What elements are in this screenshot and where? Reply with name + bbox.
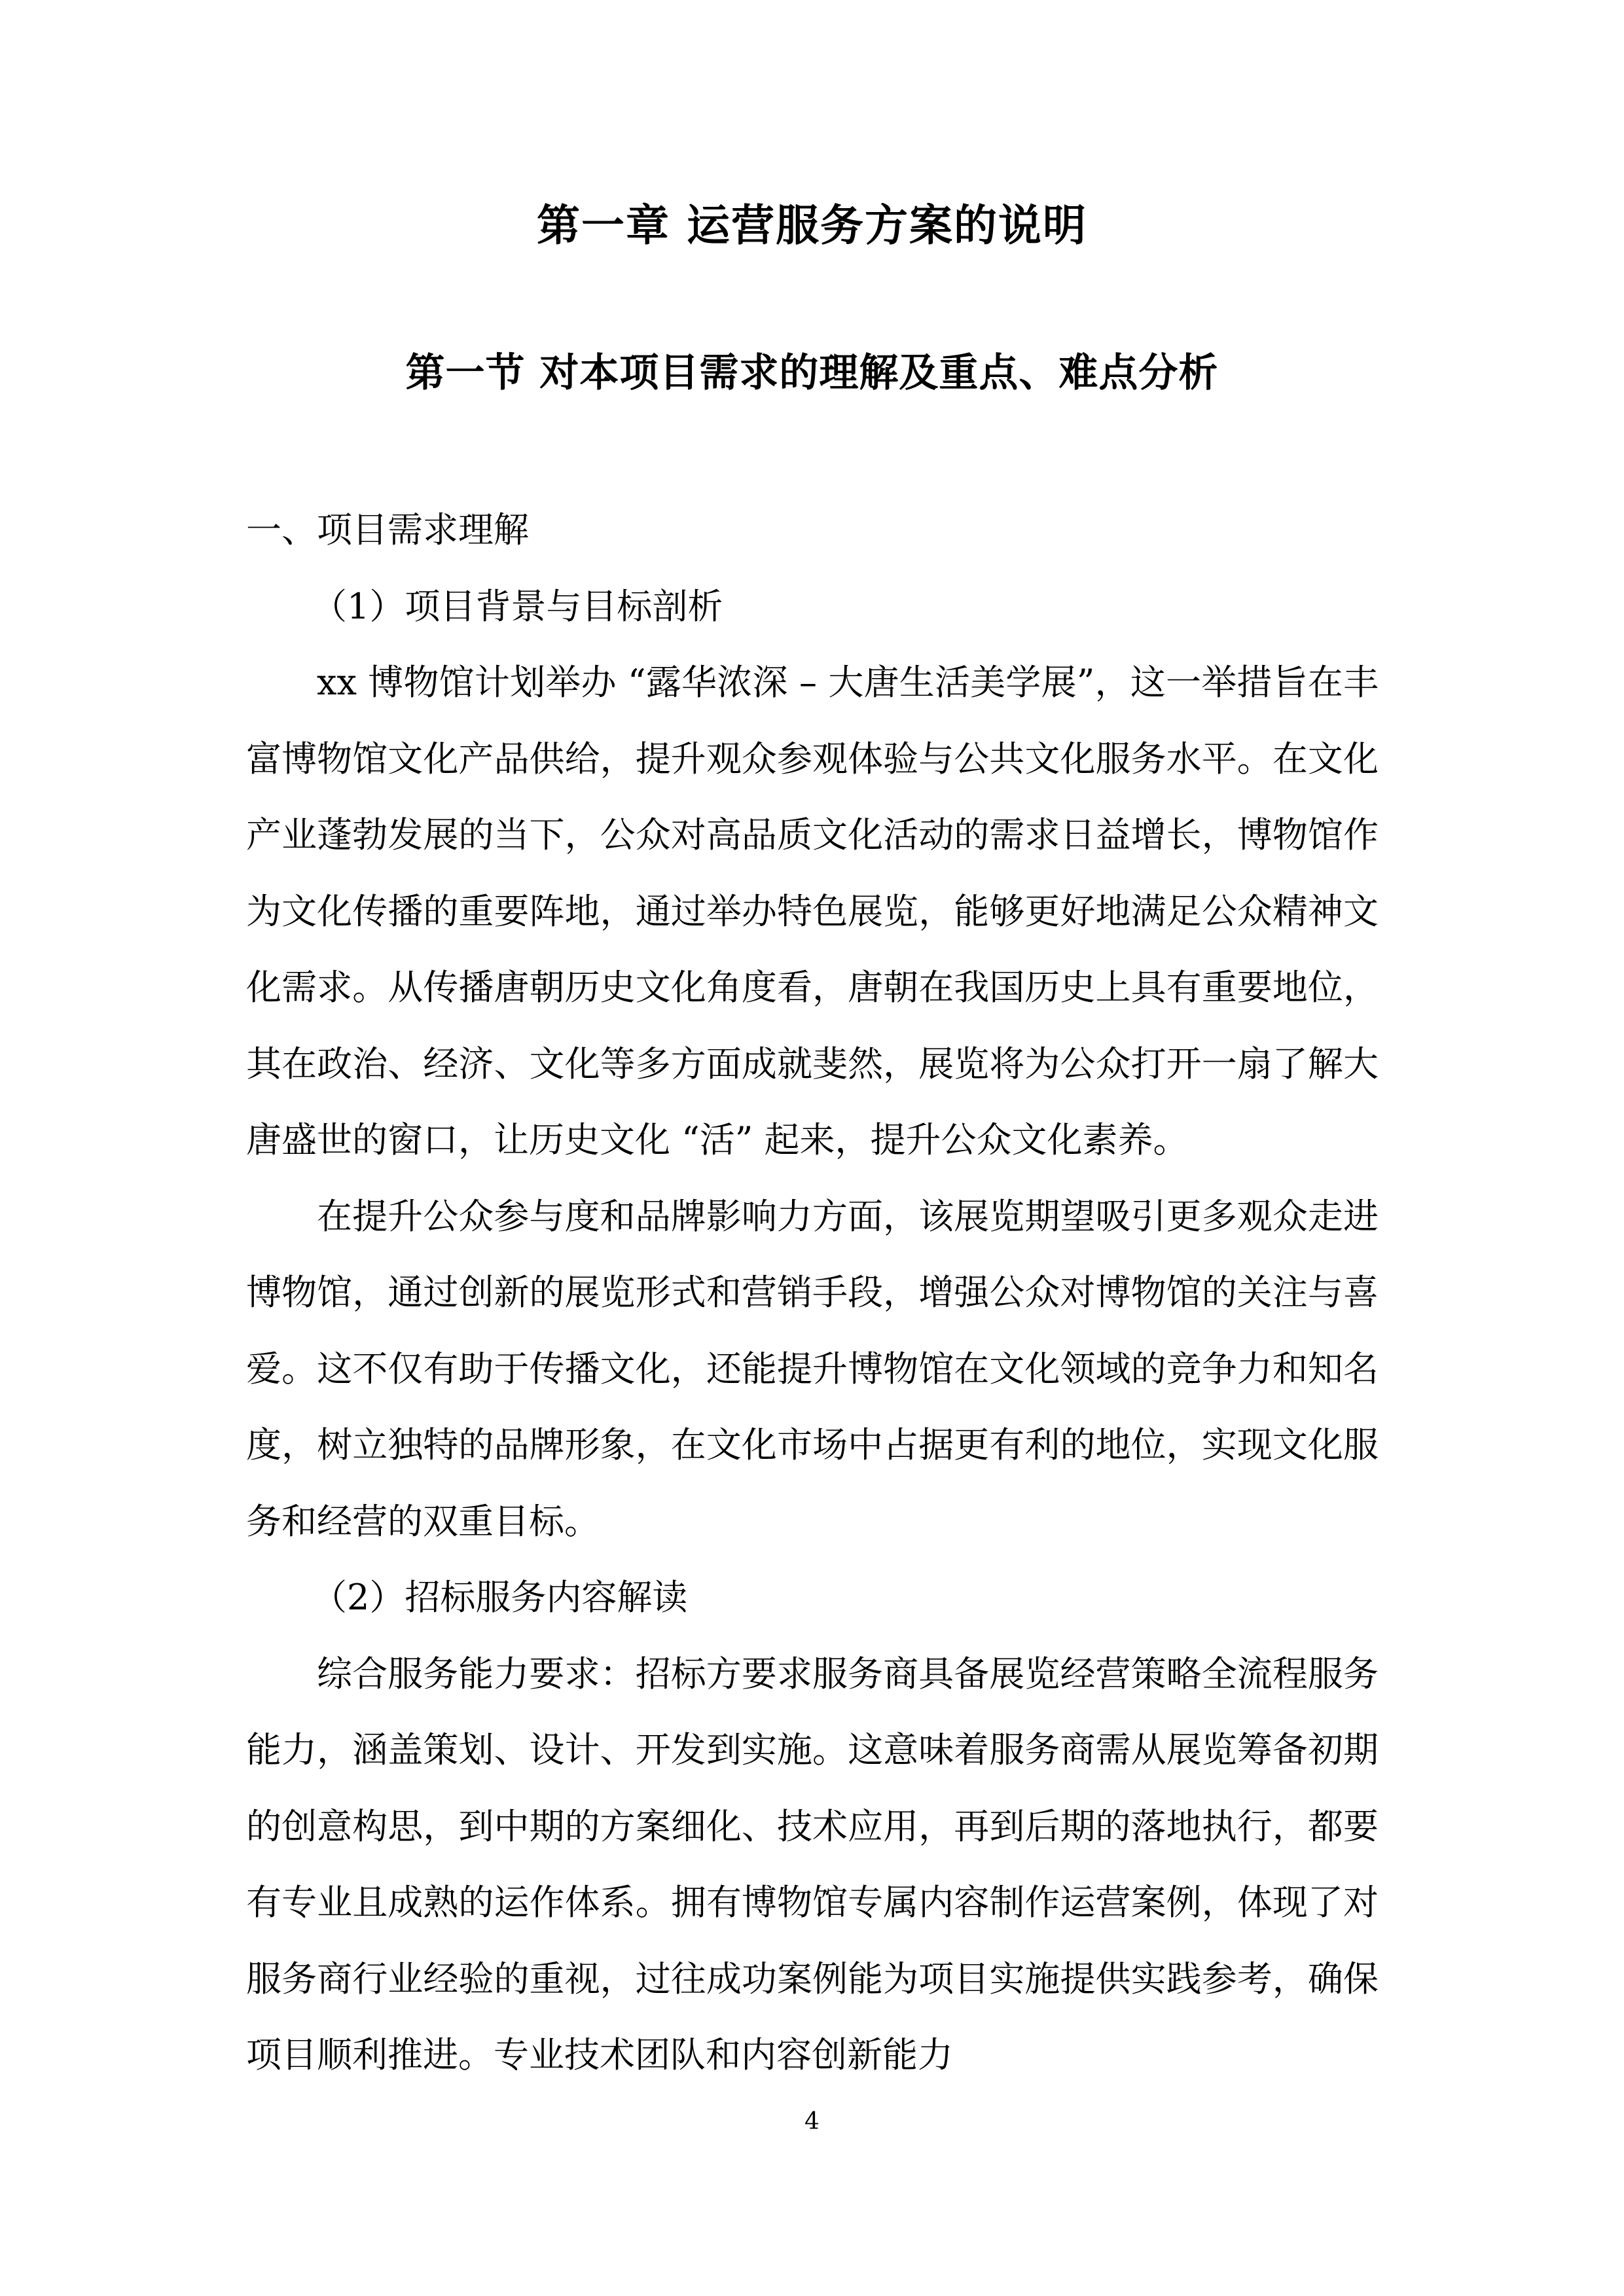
- paragraph-background: xx 博物馆计划举办 “露华浓深 – 大唐生活美学展”，这一举措旨在丰富博物馆文化产品供给，提升观众参观体验与公共文化服务水平。在文化产业蓬勃发展的当下，公众对高品质文化活动的需求日益增长，博物馆作为文化传播的重要阵地，通过举办特色展览，能够更好地满足公众精神文化需求。从传播唐朝历史文化角度看，唐朝在我国历史上具有重要地位，其在政治、经济、文化等多方面成就斐然，展览将为公众打开一扇了解大唐盛世的窗口，让历史文化 “活” 起来，提升公众文化素养。: [246, 662, 1379, 1160]
- paragraph-brand-influence: 在提升公众参与度和品牌影响力方面，该展览期望吸引更多观众走进博物馆，通过创新的展览形式和营销手段，增强公众对博物馆的关注与喜爱。这不仅有助于传播文化，还能提升博物馆在文化领域的竞争力和知名度，树立独特的品牌形象，在文化市场中占据更有利的地位，实现文化服务和经营的双重目标。: [246, 1195, 1379, 1542]
- document-body: [246, 492, 1379, 2094]
- chapter-title: 第一章 运营服务方案的说明: [537, 200, 1087, 251]
- heading-project-requirements: 一、项目需求理解: [246, 509, 529, 550]
- section-title: 第一节 对本项目需求的理解及重点、难点分析: [405, 350, 1219, 396]
- paragraph-service-capability: 综合服务能力要求：招标方要求服务商具备展览经营策略全流程服务能力，涵盖策划、设计、开发到实施。这意味着服务商需从展览筹备初期的创意构思，到中期的方案细化、技术应用，再到后期的落地执行，都要有专业且成熟的运作体系。拥有博物馆专属内容制作运营案例，体现了对服务商行业经验的重视，过往成功案例能为项目实施提供实践参考，确保项目顺利推进。专业技术团队和内容创新能力: [246, 1653, 1379, 2075]
- subheading-tender-content: （2）招标服务内容解读: [312, 1577, 688, 1618]
- page-number: 4: [804, 2108, 820, 2135]
- subheading-background-goals: （1）项目背景与目标剖析: [312, 585, 723, 627]
